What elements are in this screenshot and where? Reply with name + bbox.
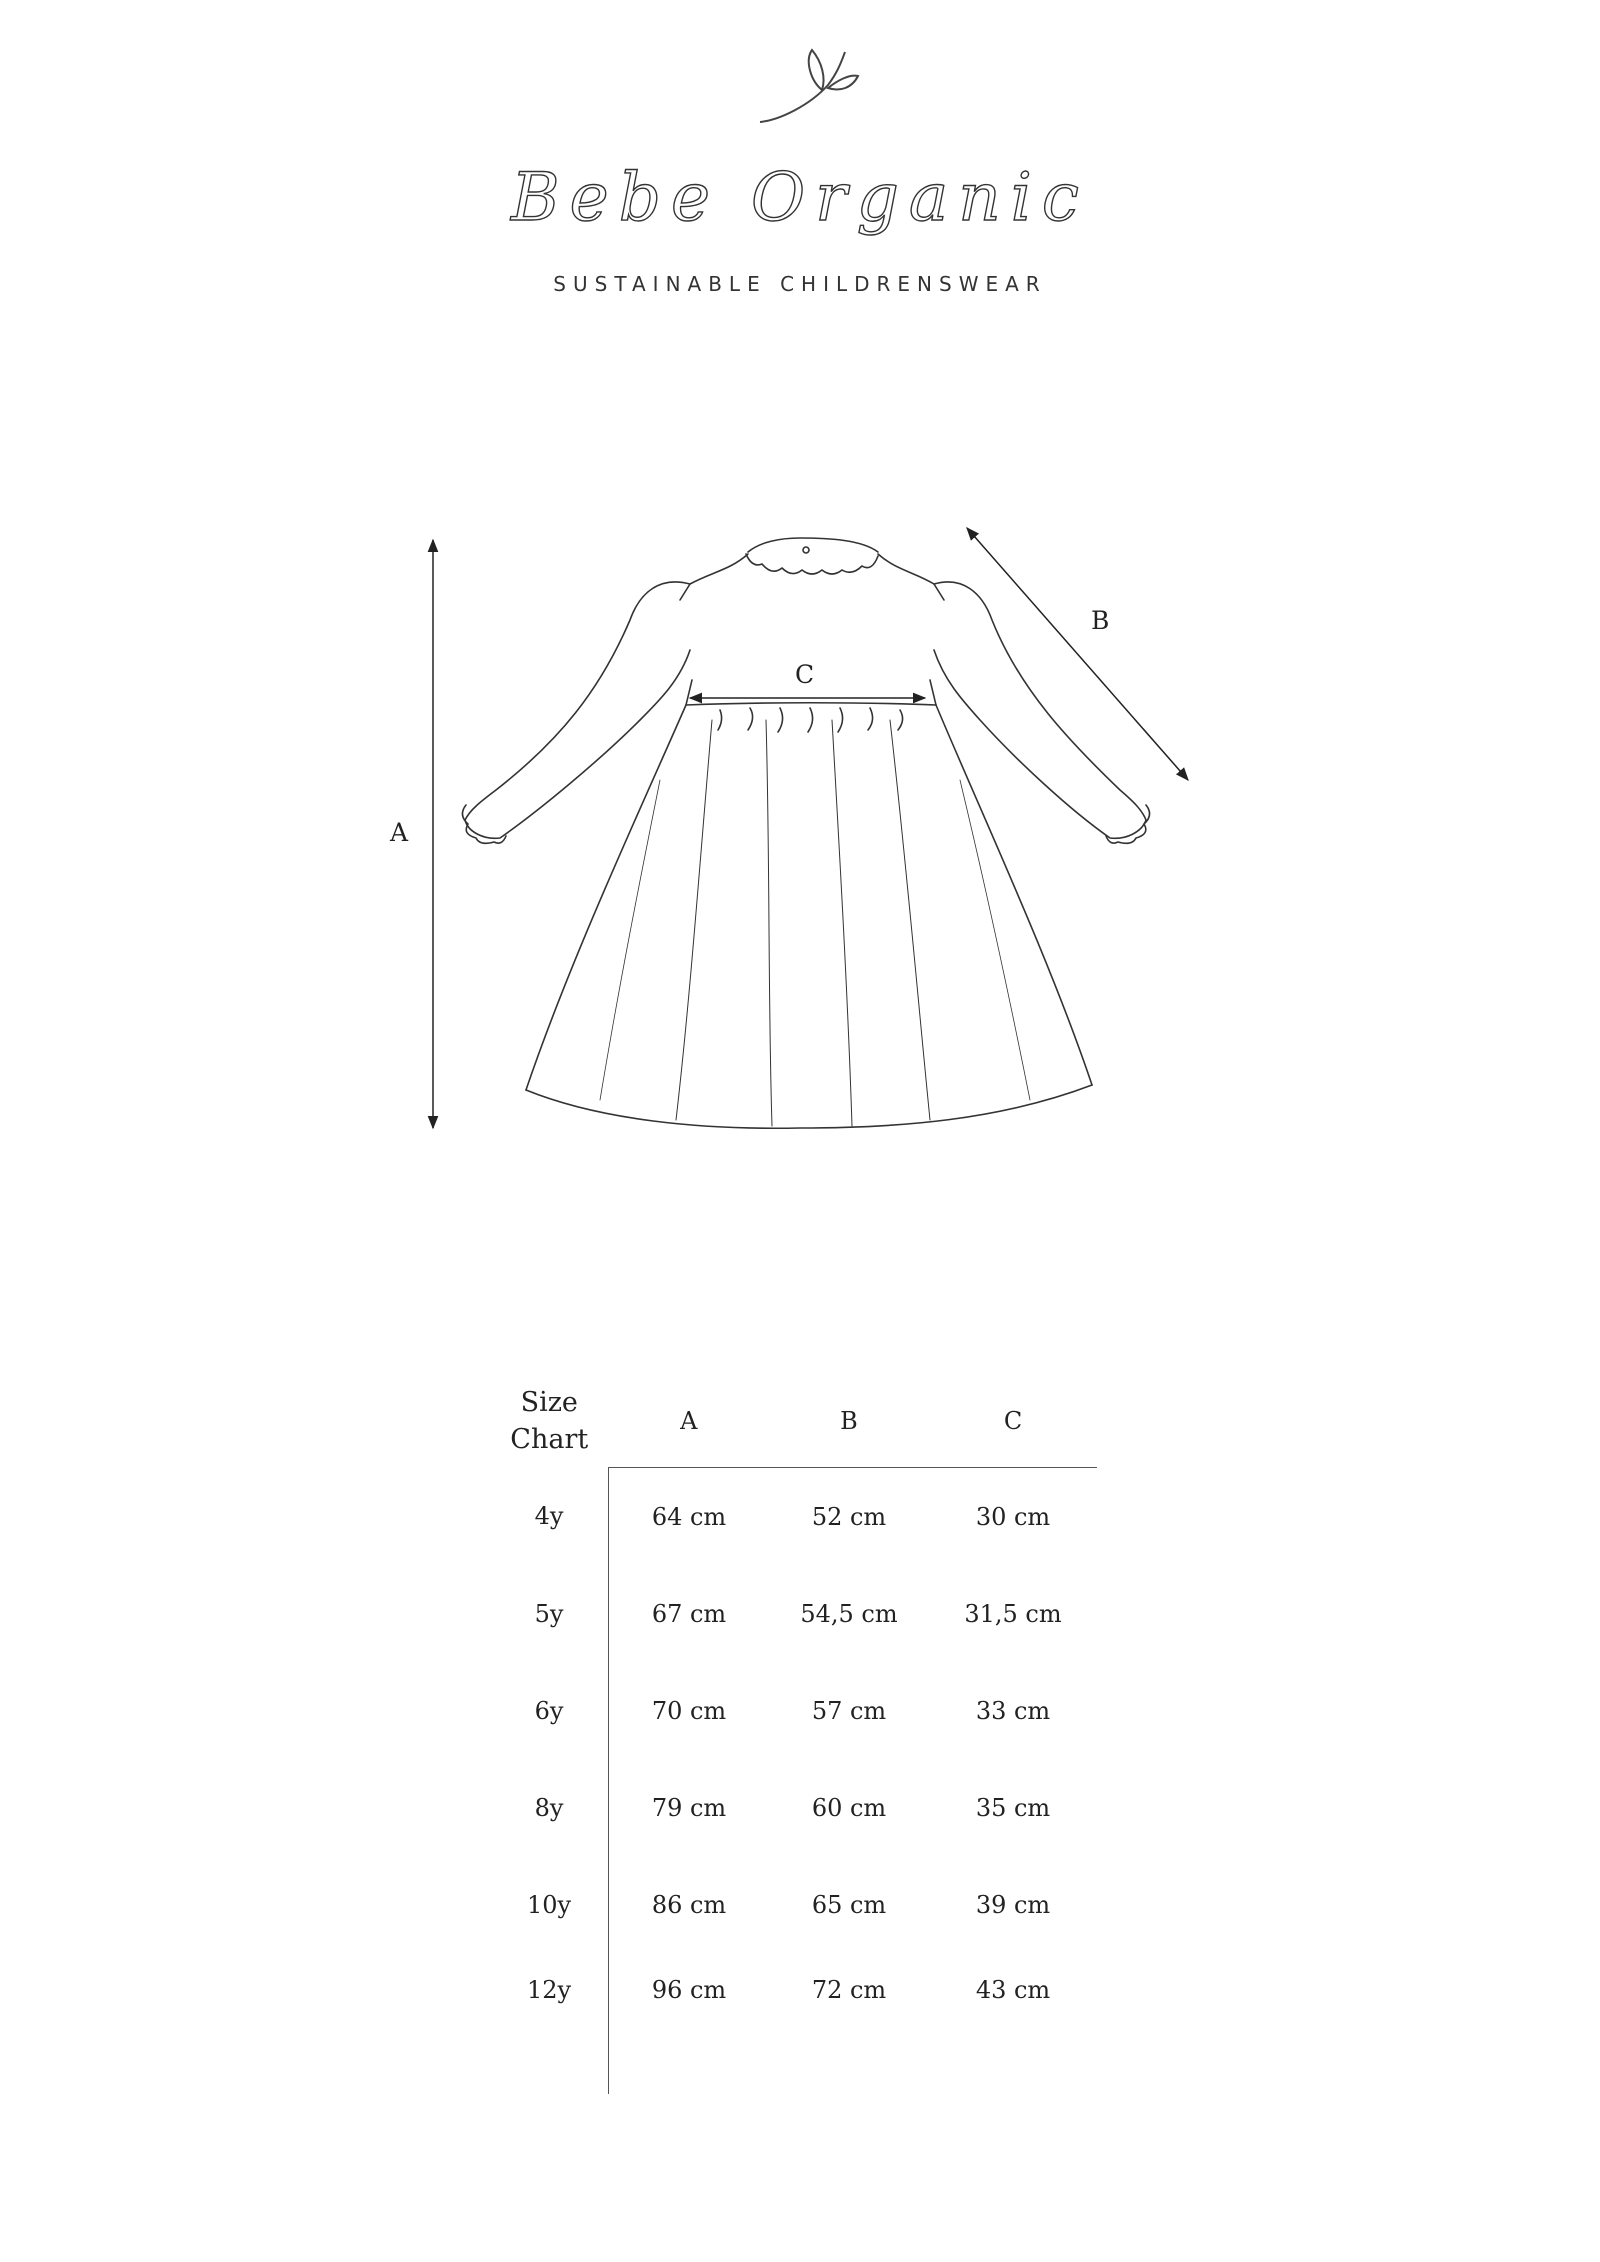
measurement-c: 35 cm [975,1793,1051,1822]
measurement-b: 52 cm [811,1502,887,1531]
measurement-c: 39 cm [975,1890,1051,1919]
measurement-a: 70 cm [651,1696,727,1725]
measurement-b: 65 cm [811,1890,887,1919]
measurement-a: 86 cm [651,1890,727,1919]
table-row [490,1662,1097,1759]
measurement-a: 96 cm [651,1976,727,2004]
column-header-b: B [769,1375,929,1468]
measurement-c: 33 cm [975,1696,1051,1725]
size-label: 12y [490,1953,609,2094]
measurement-label-c: C [795,660,815,689]
table-row [490,1759,1097,1856]
dress-measurement-diagram [0,480,1600,1180]
measurement-a: 79 cm [651,1793,727,1822]
table-row [490,1565,1097,1662]
brand-tagline: SUSTAINABLE CHILDRENSWEAR [553,272,1047,296]
size-chart-table [490,1375,1097,2094]
measurement-c: 30 cm [975,1502,1051,1531]
measurement-label-b: B [1091,606,1110,635]
measurement-c: 43 cm [975,1976,1051,2004]
brand-name: Bebe Organic [511,159,1089,236]
column-header-c: C [929,1375,1097,1468]
size-label: 6y [490,1662,609,1759]
table-row [490,1856,1097,1953]
table-row [490,1468,1097,1566]
measurement-b: 72 cm [811,1976,887,2004]
leaf-sprig-icon [0,30,1600,270]
size-chart-header-row [490,1375,1097,1468]
measurement-a: 67 cm [651,1599,727,1628]
size-chart-title: Size Chart [510,1387,589,1456]
size-label: 10y [490,1856,609,1953]
table-row [490,1953,1097,2094]
column-header-a: A [609,1375,770,1468]
size-label: 4y [490,1468,609,1566]
dress-sketch-icon [0,480,1600,1180]
measurement-b: 60 cm [811,1793,887,1822]
size-label: 8y [490,1759,609,1856]
measurement-a: 64 cm [651,1502,727,1531]
measurement-b: 54,5 cm [800,1599,898,1628]
measurement-b: 57 cm [811,1696,887,1725]
measurement-label-a: A [390,818,409,847]
measurement-c: 31,5 cm [964,1599,1062,1628]
size-label: 5y [490,1565,609,1662]
